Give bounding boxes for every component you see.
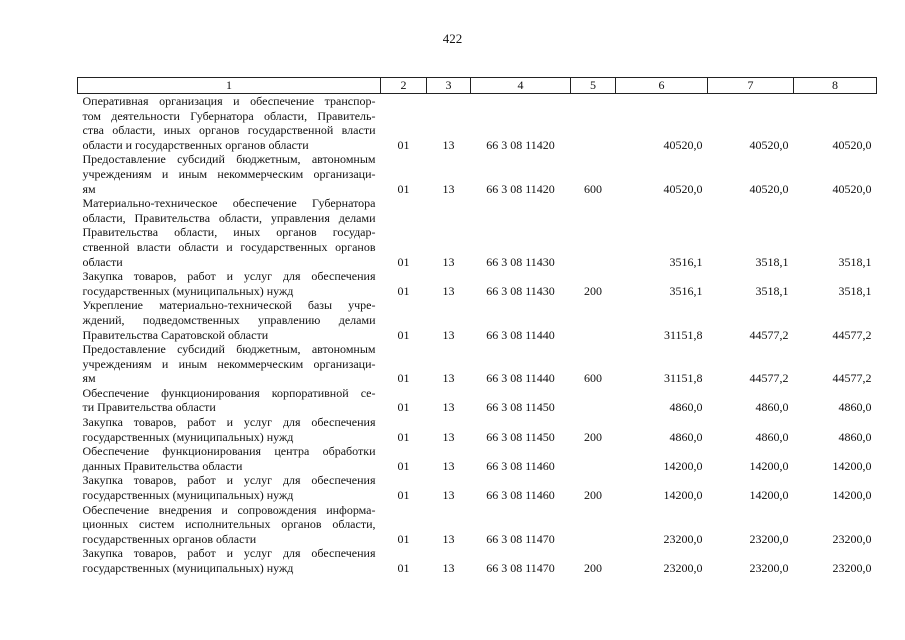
amount-col-8: 3518,1 xyxy=(838,254,872,269)
target-article-code: 66 3 08 11420 xyxy=(486,137,555,152)
row-name-line: области, Правительства области, управления делами xyxy=(82,210,376,225)
row-name-line: ти Правительства области xyxy=(82,400,216,415)
table-row xyxy=(78,94,877,153)
expense-type-code: 200 xyxy=(584,488,602,503)
budget-table xyxy=(77,77,877,576)
expense-type-code: 200 xyxy=(584,283,602,298)
amount-col-7: 3518,1 xyxy=(755,254,789,269)
section-code: 01 xyxy=(397,254,410,269)
column-header-2: 2 xyxy=(381,78,427,94)
target-article-code: 66 3 08 11440 xyxy=(486,327,555,342)
target-article-code: 66 3 08 11470 xyxy=(486,561,555,575)
row-name-line: государственных (муниципальных) нужд xyxy=(82,561,294,575)
row-name-line: учреждениям и иным некоммерческим организаци- xyxy=(82,356,376,371)
subsection-code: 13 xyxy=(442,429,455,444)
row-name xyxy=(78,298,381,342)
amount-col-8: 4860,0 xyxy=(838,429,872,444)
row-name-line: том деятельности Губернатора области, Правитель- xyxy=(82,108,376,123)
row-name-line: ям xyxy=(82,181,96,196)
target-article-code: 66 3 08 11440 xyxy=(486,371,555,386)
amount-col-7: 4860,0 xyxy=(755,400,789,415)
amount-col-6: 4860,0 xyxy=(669,400,703,415)
amount-col-7: 23200,0 xyxy=(749,561,789,575)
expense-type-code: 200 xyxy=(584,429,602,444)
subsection-code: 13 xyxy=(442,181,455,196)
table-row xyxy=(78,473,877,502)
row-name-line: Правительства области, иных органов государ- xyxy=(82,225,376,240)
row-name-line: Материально-техническое обеспечение Губернатора xyxy=(82,196,376,211)
column-header-5: 5 xyxy=(571,78,616,94)
table-row xyxy=(78,342,877,386)
row-name-line: Предоставление субсидий бюджетным, автономным xyxy=(82,342,376,357)
section-code: 01 xyxy=(397,181,410,196)
subsection-code: 13 xyxy=(442,327,455,342)
table-row xyxy=(78,546,877,575)
row-name-line: Закупка товаров, работ и услуг для обеспечения xyxy=(82,473,376,488)
amount-col-7: 4860,0 xyxy=(755,429,789,444)
amount-col-6: 14200,0 xyxy=(663,488,703,503)
expense-type-code xyxy=(571,386,616,415)
row-name-line: учреждениям и иным некоммерческим организаци- xyxy=(82,166,376,181)
section-code: 01 xyxy=(397,137,410,152)
subsection-code: 13 xyxy=(442,488,455,503)
amount-col-8: 44577,2 xyxy=(832,327,872,342)
amount-col-8: 40520,0 xyxy=(832,181,872,196)
amount-col-7: 23200,0 xyxy=(749,531,789,546)
table-header-row xyxy=(78,78,877,94)
row-name-line: Укрепление материально-технической базы учре- xyxy=(82,298,376,313)
expense-type-code: 200 xyxy=(584,561,602,575)
amount-col-8: 3518,1 xyxy=(838,283,872,298)
row-name xyxy=(78,415,381,444)
amount-col-8: 4860,0 xyxy=(838,400,872,415)
table-row xyxy=(78,415,877,444)
expense-type-code xyxy=(571,94,616,153)
row-name-line: Обеспечение внедрения и сопровождения информа- xyxy=(82,502,376,517)
row-name xyxy=(78,503,381,547)
table-row xyxy=(78,503,877,547)
amount-col-8: 14200,0 xyxy=(832,458,872,473)
expense-type-code: 600 xyxy=(584,371,602,386)
column-header-6: 6 xyxy=(616,78,708,94)
subsection-code: 13 xyxy=(442,561,455,575)
amount-col-7: 40520,0 xyxy=(749,137,789,152)
row-name-line: ям xyxy=(82,371,96,386)
column-header-7: 7 xyxy=(708,78,794,94)
subsection-code: 13 xyxy=(442,400,455,415)
row-name xyxy=(78,196,381,269)
amount-col-6: 40520,0 xyxy=(663,137,703,152)
section-code: 01 xyxy=(397,429,410,444)
row-name-line: Закупка товаров, работ и услуг для обеспечения xyxy=(82,546,376,561)
subsection-code: 13 xyxy=(442,371,455,386)
target-article-code: 66 3 08 11450 xyxy=(486,400,555,415)
expense-type-code xyxy=(571,503,616,547)
row-name-line: области xyxy=(82,254,123,269)
page-number: 422 xyxy=(442,31,463,46)
amount-col-8: 14200,0 xyxy=(832,488,872,503)
row-name-line: области и государственных органов области xyxy=(82,137,309,152)
amount-col-7: 44577,2 xyxy=(749,371,789,386)
amount-col-6: 14200,0 xyxy=(663,458,703,473)
subsection-code: 13 xyxy=(442,254,455,269)
column-header-1: 1 xyxy=(78,78,381,94)
row-name-line: ждений, подведомственных управлению делами xyxy=(82,312,376,327)
section-code: 01 xyxy=(397,371,410,386)
table-row xyxy=(78,152,877,196)
subsection-code: 13 xyxy=(442,458,455,473)
row-name xyxy=(78,546,381,575)
amount-col-8: 23200,0 xyxy=(832,531,872,546)
row-name-line: ционных систем исполнительных органов области, xyxy=(82,517,376,532)
amount-col-7: 14200,0 xyxy=(749,488,789,503)
section-code: 01 xyxy=(397,283,410,298)
row-name-line: данных Правительства области xyxy=(82,458,243,473)
amount-col-8: 23200,0 xyxy=(832,561,872,575)
row-name-line: государственных (муниципальных) нужд xyxy=(82,488,294,503)
section-code: 01 xyxy=(397,561,410,575)
row-name-line: Предоставление субсидий бюджетным, автономным xyxy=(82,152,376,167)
amount-col-7: 14200,0 xyxy=(749,458,789,473)
subsection-code: 13 xyxy=(442,531,455,546)
table-row xyxy=(78,386,877,415)
row-name xyxy=(78,94,381,153)
row-name-line: Оперативная организация и обеспечение транспор- xyxy=(82,94,376,108)
section-code: 01 xyxy=(397,488,410,503)
subsection-code: 13 xyxy=(442,137,455,152)
section-code: 01 xyxy=(397,400,410,415)
row-name-line: ственной власти области и государственных органов xyxy=(82,239,376,254)
amount-col-6: 31151,8 xyxy=(663,327,703,342)
amount-col-6: 40520,0 xyxy=(663,181,703,196)
amount-col-7: 44577,2 xyxy=(749,327,789,342)
target-article-code: 66 3 08 11470 xyxy=(486,531,555,546)
table-row xyxy=(78,196,877,269)
column-header-4: 4 xyxy=(471,78,571,94)
amount-col-8: 44577,2 xyxy=(832,371,872,386)
column-header-8: 8 xyxy=(794,78,877,94)
amount-col-6: 3516,1 xyxy=(669,254,703,269)
target-article-code: 66 3 08 11420 xyxy=(486,181,555,196)
amount-col-6: 23200,0 xyxy=(663,531,703,546)
row-name-line: Обеспечение функционирования корпоративной се- xyxy=(82,385,376,400)
row-name xyxy=(78,386,381,415)
row-name-line: Обеспечение функционирования центра обработки xyxy=(82,444,376,459)
section-code: 01 xyxy=(397,531,410,546)
row-name-line: ства области, иных органов государственной власти xyxy=(82,123,376,138)
table-row xyxy=(78,298,877,342)
target-article-code: 66 3 08 11460 xyxy=(486,488,555,503)
expense-type-code: 600 xyxy=(584,181,602,196)
section-code: 01 xyxy=(397,327,410,342)
target-article-code: 66 3 08 11450 xyxy=(486,429,555,444)
row-name xyxy=(78,444,381,473)
row-name xyxy=(78,473,381,502)
amount-col-6: 4860,0 xyxy=(669,429,703,444)
row-name xyxy=(78,342,381,386)
subsection-code: 13 xyxy=(442,283,455,298)
column-header-3: 3 xyxy=(427,78,471,94)
target-article-code: 66 3 08 11430 xyxy=(486,283,555,298)
amount-col-7: 40520,0 xyxy=(749,181,789,196)
section-code: 01 xyxy=(397,458,410,473)
amount-col-7: 3518,1 xyxy=(755,283,789,298)
row-name xyxy=(78,269,381,298)
target-article-code: 66 3 08 11430 xyxy=(486,254,555,269)
expense-type-code xyxy=(571,444,616,473)
table-row xyxy=(78,444,877,473)
row-name xyxy=(78,152,381,196)
expense-type-code xyxy=(571,196,616,269)
row-name-line: государственных (муниципальных) нужд xyxy=(82,429,294,444)
row-name-line: государственных органов области xyxy=(82,531,257,546)
row-name-line: Правительства Саратовской области xyxy=(82,327,269,342)
row-name-line: государственных (муниципальных) нужд xyxy=(82,283,294,298)
target-article-code: 66 3 08 11460 xyxy=(486,458,555,473)
row-name-line: Закупка товаров, работ и услуг для обеспечения xyxy=(82,269,376,284)
amount-col-6: 23200,0 xyxy=(663,561,703,575)
table-row xyxy=(78,269,877,298)
amount-col-8: 40520,0 xyxy=(832,137,872,152)
amount-col-6: 31151,8 xyxy=(663,371,703,386)
expense-type-code xyxy=(571,298,616,342)
row-name-line: Закупка товаров, работ и услуг для обеспечения xyxy=(82,415,376,430)
amount-col-6: 3516,1 xyxy=(669,283,703,298)
